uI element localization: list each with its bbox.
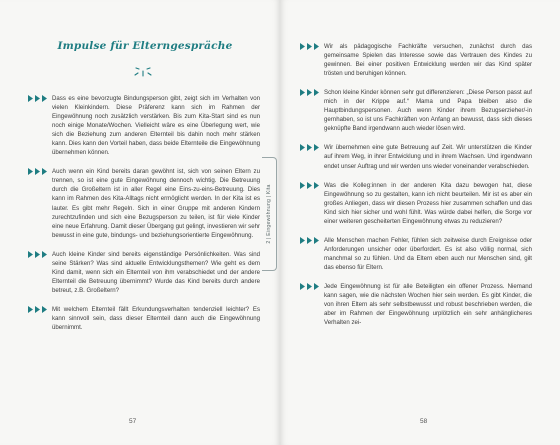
impulse-list-right: [300, 42, 532, 337]
sparkle-ornament-icon: [130, 62, 156, 78]
triple-arrow-bullet-icon: [28, 306, 49, 313]
impulse-text: Auch kleine Kinder sind bereits eigenständige Persönlichkeiten. Was sind seine Stärken? Was sind aktuelle Entwicklungsthemen? Wie geht es dem Kind damit, wenn sich ein Elternteil von ihm verabschiedet und der andere Elternteil die Betreuung übernimmt? Wurde das Kind bereits durch andere betreut, z.B. Großeltern?: [52, 250, 260, 294]
chapter-side-tab-label: 2 | Eingewöhnung | Kita: [266, 184, 272, 244]
impulse-entry: [28, 167, 260, 239]
triple-arrow-bullet-icon: [28, 168, 49, 175]
impulse-text: Schon kleine Kinder können sehr gut differenzieren: „Diese Person passt auf mich in der Krippe auf.“ Mama und Papa bleiben also die Hauptbindungspersonen. Auch wenn Kinder ihrem Bezugserzieher/-in gernhaben, so ist uns Fachkräften von Anfang an bewusst, dass sich dieses geknüpfte Band irgendwann auch wieder lösen wird.: [324, 89, 532, 133]
triple-arrow-bullet-icon: [300, 43, 321, 50]
impulse-text: Was die Kolleg:innen in der anderen Kita dazu bewogen hat, diese Eingewöhnung so zu gestalten, kann ich nicht beurteilen. Mir ist es aber ein großes Anliegen, dass wir diesen Prozess hier zusammen schaffen und das Kind sich hier sicher und wohl fühlt. Was würde dabei helfen, die Sorge vor einer weiteren gescheiterten Eingewöhnung etwas zu reduzieren?: [324, 181, 532, 225]
impulse-entry: [300, 143, 532, 170]
triple-arrow-bullet-icon: [300, 283, 321, 290]
triple-arrow-bullet-icon: [300, 89, 321, 96]
impulse-entry: [300, 282, 532, 327]
impulse-entry: [300, 181, 532, 226]
impulse-text: Wir übernehmen eine gute Betreuung auf Zeit. Wir unterstützen die Kinder auf ihrem Weg, in ihrer Entwicklung und in ihrem Wachsen. Und irgendwann endet unser Auftrag und wir werden uns wieder voneinander verabschieden.: [324, 144, 532, 170]
triple-arrow-bullet-icon: [28, 95, 49, 102]
impulse-text: Jede Eingewöhnung ist für alle Beteiligten ein offener Prozess. Niemand kann sagen, wie die nächsten Wochen hier sein werden. Es gibt Kinder, die von ihren Eltern als sehr selbstbewusst und robust beschrieben werden, die aber im Rahmen der Eingewöhnung urplötzlich ein sehr anhänglicheres Verhalten zei-: [324, 282, 532, 327]
triple-arrow-bullet-icon: [28, 251, 49, 258]
impulse-entry: [300, 88, 532, 133]
impulse-entry: [28, 94, 260, 157]
page-number: 57: [129, 418, 137, 425]
impulse-text: Mit welchem Elternteil fällt Erkundungsverhalten tendenziell leichter? Es kann sinnvoll sein, dass dieser Elternteil dann auch die Eingewöhnung übernimmt.: [52, 305, 260, 332]
triple-arrow-bullet-icon: [300, 182, 321, 189]
impulse-entry: [300, 236, 532, 272]
section-heading: Impulse für Elterngespräche: [57, 40, 233, 52]
page-number: 58: [420, 418, 428, 425]
impulse-entry: [28, 250, 260, 295]
right-page: [280, 0, 560, 445]
chapter-side-tab: [262, 157, 277, 271]
triple-arrow-bullet-icon: [300, 237, 321, 244]
impulse-entry: [28, 305, 260, 332]
triple-arrow-bullet-icon: [300, 144, 321, 151]
impulse-text: Alle Menschen machen Fehler, fühlen sich zeitweise durch Ereignisse oder Anforderungen unsicher oder überfordert. Es ist also völlig normal, sich manchmal so zu fühlen. Und da Eltern eben auch nur Menschen sind, gilt das ebenso für Eltern.: [324, 236, 532, 271]
impulse-entry: [300, 42, 532, 78]
impulse-list-left: [28, 94, 260, 342]
impulse-text: Auch wenn ein Kind bereits daran gewöhnt ist, sich von seinen Eltern zu trennen, so ist eine gute Eingewöhnung dennoch wichtig. Die Betreuung durch die Großeltern ist in aller Regel eine Eins-zu-eins-Betreuung. Dies kann im Rahmen des Kita-Alltags nicht ermöglicht werden. In der Kita ist es lauter. Es gibt mehr Regeln. Sich in einer Gruppe mit anderen Kindern zurechtzufinden und sich eine Bezugsperson zu teilen, ist für viele Kinder eine neue Erfahrung. Damit dieser Übergang gut gelingt, investieren wir sehr bewusst in eine gute, bindungs- und beziehungsorientierte Eingewöhnung.: [52, 168, 260, 239]
impulse-text: Wir als pädagogische Fachkräfte versuchen, zunächst durch das gemeinsame Spielen das Interesse sowie das Vertrauen des Kindes zu gewinnen. Bei einer positiven Entwicklung werden wir das Kind später trösten und beruhigen können.: [324, 43, 532, 78]
impulse-text: Dass es eine bevorzugte Bindungsperson gibt, zeigt sich im Verhalten von vielen Kleinkindern. Diese Präferenz kann sich im Rahmen der Eingewöhnung noch zusätzlich verstärken. Bis zum Kita-Start sind es nun noch einige Monate/Wochen. Vielleicht wäre es eine Überlegung wert, wie sich die Beziehung zum anderen Elternteil bis dahin noch mehr stärken kann. Dies kann den Vorteil haben, dass beide Elternteile die Eingewöhnung übernehmen können.: [52, 95, 260, 157]
